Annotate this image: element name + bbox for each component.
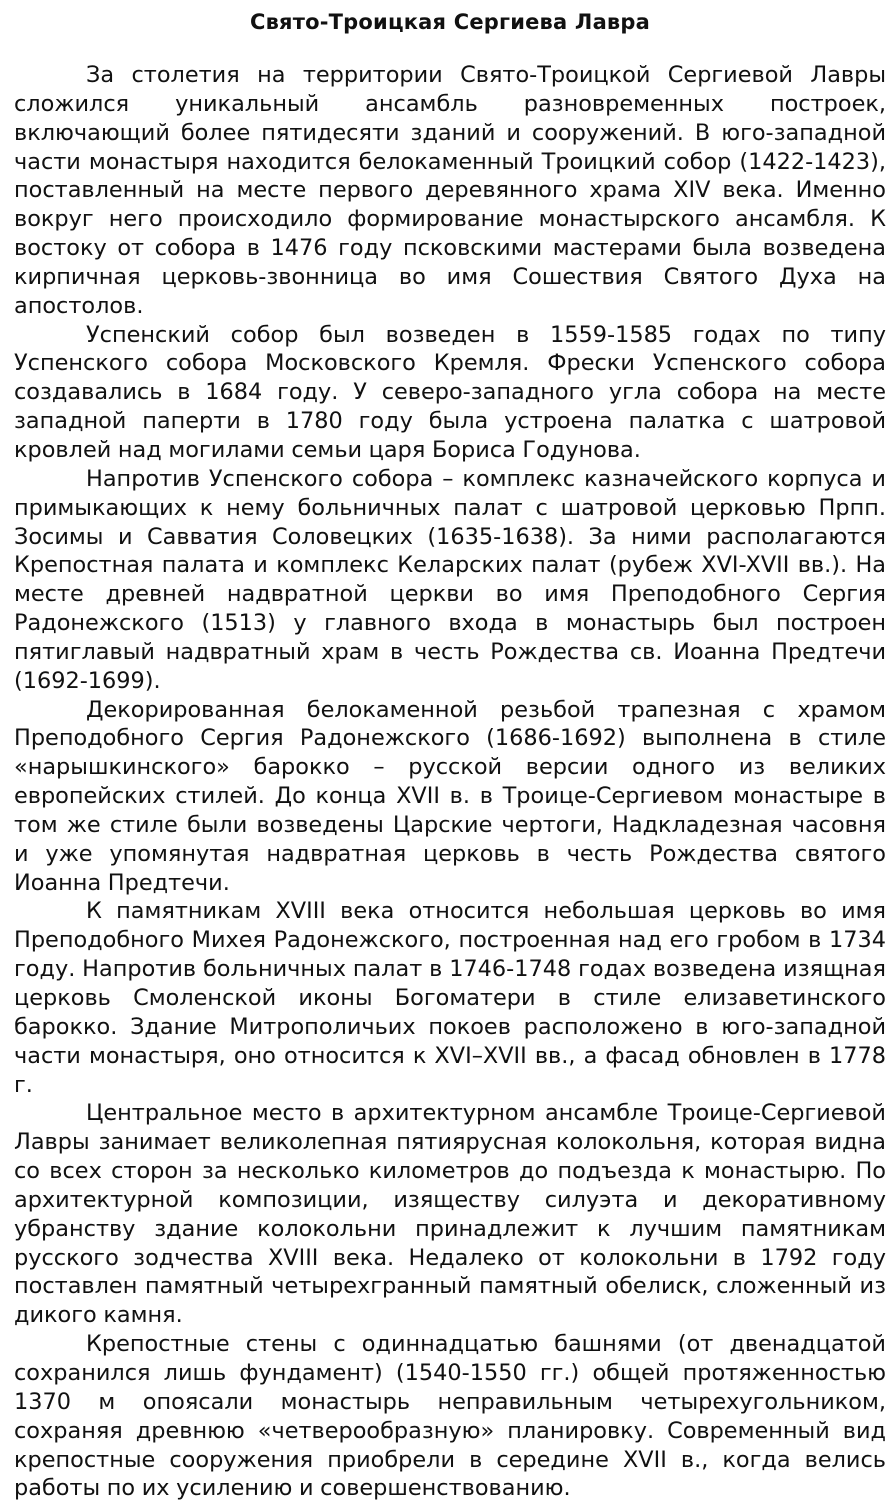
paragraph-xviii-century: К памятникам XVIII века относится небольшая церковь во имя Преподобного Михея Радонежского, построенная над его гробом в 1734 году. Напротив больничных палат в 1746-1748 годах возведена изящная церковь Смоленской иконы Богоматери в стиле елизаветинского барокко. Здание Митрополичьих покоев расположено в юго-западной части монастыря, оно относится к XVI–XVII вв., а фасад обновлен в 1778 г. (14, 898, 886, 1098)
paragraph-treasury: Напротив Успенского собора – комплекс казначейского корпуса и примыкающих к нему больничных палат с шатровой церковью Прпп. Зосимы и Савватия Соловецких (1635-1638). За ними располагаются Крепостная палата и комплекс Келарских палат (рубеж XVI-XVII вв.). На месте древней надвратной церкви во имя Преподобного Сергия Радонежского (1513) у главного входа в монастырь был построен пятиглавый надвратный храм в честь Рождества св. Иоанна Предтечи (1692-1699). (14, 465, 886, 694)
paragraph-uspensky: Успенский собор был возведен в 1559-1585 годах по типу Успенского собора Московского Кремля. Фрески Успенского собора создавались в 1684 году. У северо-западного угла собора на месте западной паперти в 1780 году была устроена палатка с шатровой кровлей над могилами семьи царя Бориса Годунова. (14, 321, 886, 463)
paragraph-bell-tower: Центральное место в архитектурном ансамбле Троице-Сергиевой Лавры занимает великолепная пятиярусная колокольня, которая видна со всех сторон за несколько километров до подъезда к монастырю. По архитектурной композиции, изяществу силуэта и декоративному убранству здание колокольни принадлежит к лучшим памятникам русского зодчества XVIII века. Недалеко от колокольни в 1792 году поставлен памятный четырехгранный памятный обелиск, сложенный из дикого камня. (14, 1100, 886, 1329)
paragraph-intro: За столетия на территории Свято-Троицкой Сергиевой Лавры сложился уникальный ансамбль разновременных построек, включающий более пятидесяти зданий и сооружений. В юго-западной части монастыря находится белокаменный Троицкий собор (1422-1423), поставленный на месте первого деревянного храма XIV века. Именно вокруг него происходило формирование монастырского ансамбля. К востоку от собора в 1476 году псковскими мастерами была возведена кирпичная церковь-звонница во имя Сошествия Святого Духа на апостолов. (14, 62, 886, 319)
paragraph-refectory: Декорированная белокаменной резьбой трапезная с храмом Преподобного Сергия Радонежского (1686-1692) выполнена в стиле «нарышкинского» барокко – русской версии одного из великих европейских стилей. До конца XVII в. в Троице-Сергиевом монастыре в том же стиле были возведены Царские чертоги, Надкладезная часовня и уже упомянутая надвратная церковь в честь Рождества святого Иоанна Предтечи. (14, 696, 886, 896)
paragraph-fortress-walls: Крепостные стены с одиннадцатью башнями (от двенадцатой сохранился лишь фундамент) (1540-1550 гг.) общей протяженностью 1370 м опоясали монастырь неправильным четырехугольником, сохраняя древнюю «четверообразную» планировку. Современный вид крепостные сооружения приобрели в середине XVII в., когда велись работы по их усилению и совершенствованию. (14, 1331, 886, 1502)
document-title: Свято-Троицкая Сергиева Лавра (249, 10, 651, 34)
